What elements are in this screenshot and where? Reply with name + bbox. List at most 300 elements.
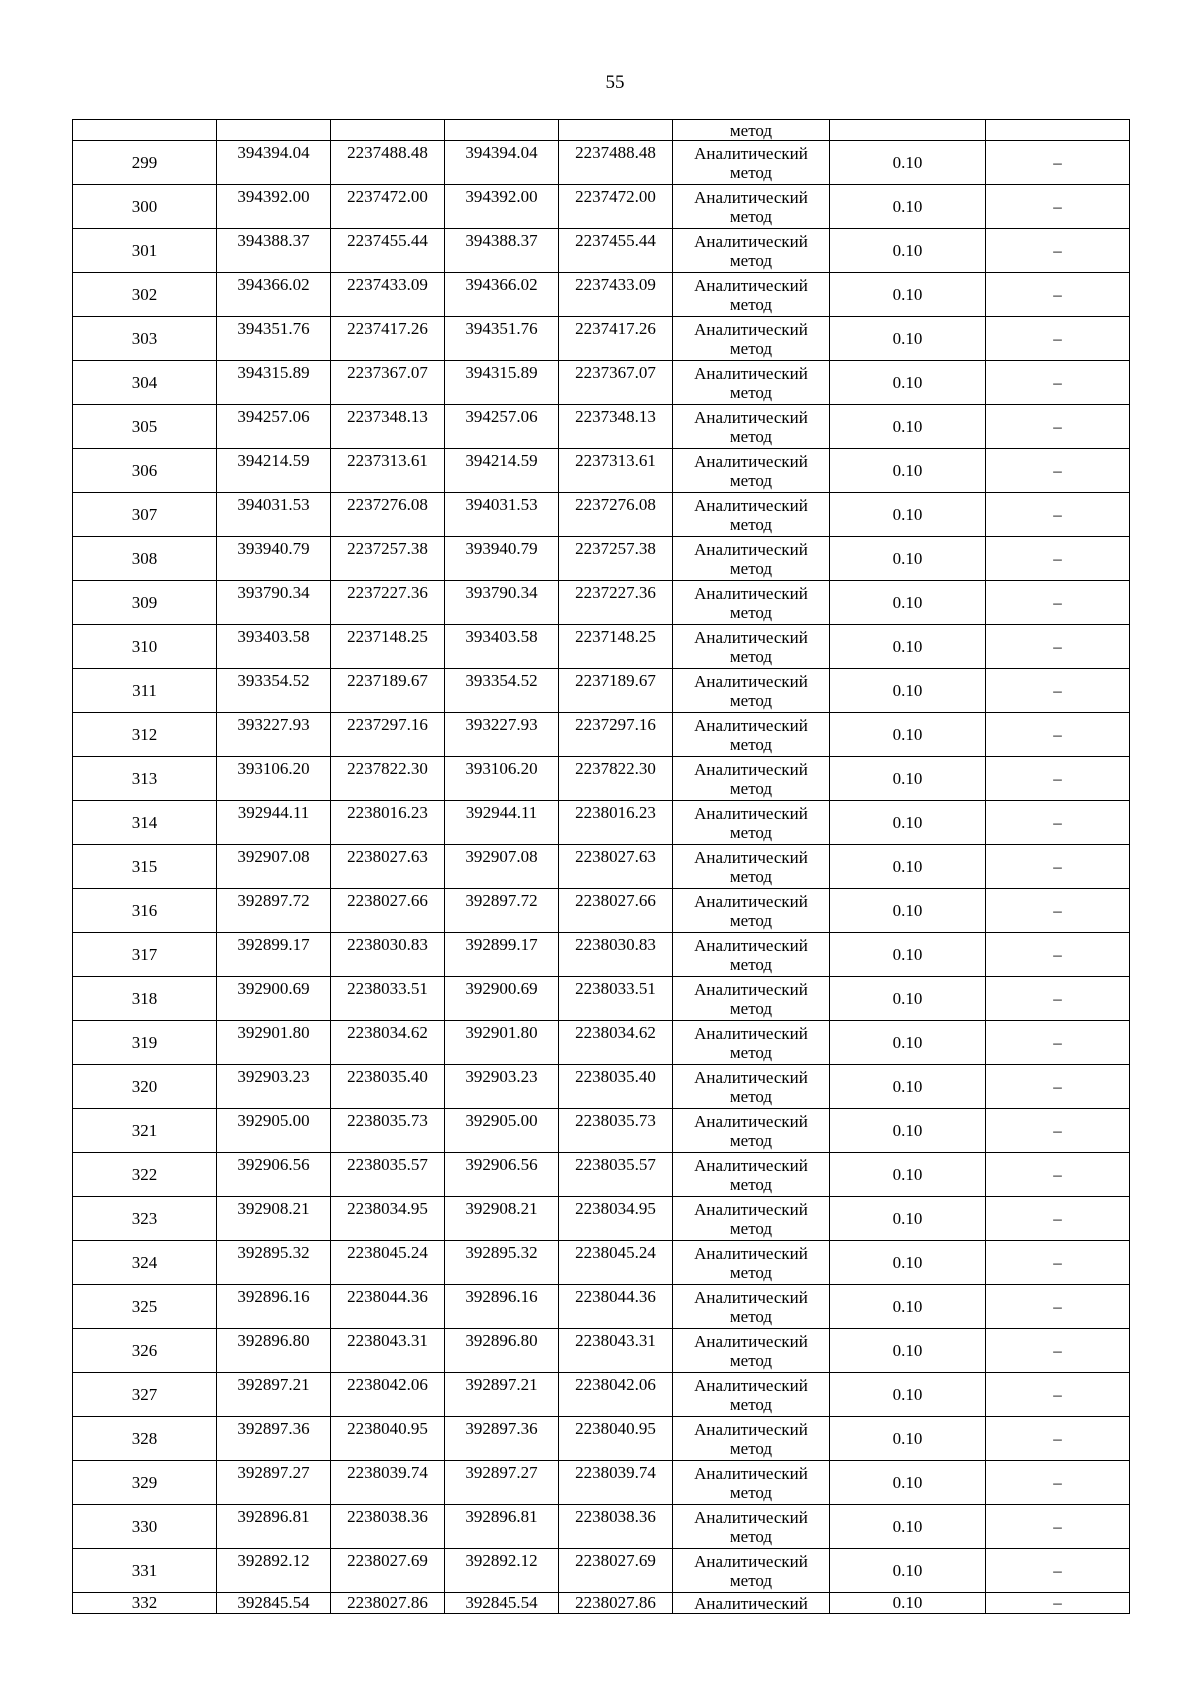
cell-x-existing: 394392.00: [217, 185, 331, 229]
cell-y-existing: 2238016.23: [331, 801, 445, 845]
cell-y-new: 2238035.40: [559, 1065, 673, 1109]
cell-method: [673, 933, 830, 977]
cell-y-new: [559, 120, 673, 141]
method-line-1: Аналитический: [694, 847, 808, 867]
cell-x-new: 392899.17: [445, 933, 559, 977]
cell-point-number: 308: [73, 537, 217, 581]
cell-accuracy: 0.10: [830, 493, 986, 537]
cell-y-new: 2237417.26: [559, 317, 673, 361]
cell-y-existing: 2238027.86: [331, 1593, 445, 1614]
cell-y-existing: 2238027.69: [331, 1549, 445, 1593]
cell-y-new: 2238027.63: [559, 845, 673, 889]
table-row: [73, 669, 1130, 713]
cell-accuracy: 0.10: [830, 933, 986, 977]
cell-note: –: [986, 1285, 1130, 1329]
table-row: [73, 537, 1130, 581]
cell-accuracy: 0.10: [830, 1373, 986, 1417]
table-row: [73, 1373, 1130, 1417]
cell-method: [673, 273, 830, 317]
cell-point-number: 323: [73, 1197, 217, 1241]
method-line-1: Аналитический: [694, 187, 808, 207]
cell-point-number: 303: [73, 317, 217, 361]
method-line-1: Аналитический: [694, 143, 808, 163]
cell-note: –: [986, 1593, 1130, 1614]
cell-y-existing: 2237313.61: [331, 449, 445, 493]
cell-x-new: 394392.00: [445, 185, 559, 229]
cell-y-existing: 2237433.09: [331, 273, 445, 317]
cell-accuracy: 0.10: [830, 273, 986, 317]
cell-point-number: 332: [73, 1593, 217, 1614]
method-line-1: Аналитический: [694, 715, 808, 735]
cell-y-existing: 2238044.36: [331, 1285, 445, 1329]
cell-y-new: 2238035.57: [559, 1153, 673, 1197]
cell-x-existing: 392944.11: [217, 801, 331, 845]
table-row: [73, 933, 1130, 977]
cell-accuracy: 0.10: [830, 1241, 986, 1285]
method-line-2: метод: [729, 822, 773, 842]
cell-note: –: [986, 449, 1130, 493]
cell-point-number: 311: [73, 669, 217, 713]
cell-point-number: 328: [73, 1417, 217, 1461]
cell-y-new: 2238039.74: [559, 1461, 673, 1505]
cell-x-new: 392906.56: [445, 1153, 559, 1197]
cell-x-existing: 392901.80: [217, 1021, 331, 1065]
cell-y-existing: [331, 120, 445, 141]
cell-method: [673, 845, 830, 889]
method-line-1: Аналитический: [694, 1243, 808, 1263]
table-row: [73, 1461, 1130, 1505]
method-line-2: метод: [729, 866, 773, 886]
cell-accuracy: 0.10: [830, 229, 986, 273]
cell-y-new: 2237313.61: [559, 449, 673, 493]
cell-x-new: 392897.21: [445, 1373, 559, 1417]
cell-point-number: 309: [73, 581, 217, 625]
cell-note: [986, 120, 1130, 141]
cell-point-number: 316: [73, 889, 217, 933]
cell-y-existing: 2238027.66: [331, 889, 445, 933]
cell-point-number: 317: [73, 933, 217, 977]
cell-y-new: 2238033.51: [559, 977, 673, 1021]
cell-y-new: 2238042.06: [559, 1373, 673, 1417]
cell-x-new: 392897.72: [445, 889, 559, 933]
cell-point-number: 312: [73, 713, 217, 757]
method-line-2: метод: [729, 1482, 773, 1502]
method-line-1: Аналитический: [694, 803, 808, 823]
cell-accuracy: 0.10: [830, 141, 986, 185]
cell-x-existing: 392900.69: [217, 977, 331, 1021]
cell-accuracy: 0.10: [830, 581, 986, 625]
cell-y-existing: 2238035.40: [331, 1065, 445, 1109]
cell-x-new: 394257.06: [445, 405, 559, 449]
cell-x-existing: 392897.21: [217, 1373, 331, 1417]
cell-x-new: 392895.32: [445, 1241, 559, 1285]
cell-y-new: 2237472.00: [559, 185, 673, 229]
method-line-2: метод: [729, 558, 773, 578]
cell-x-new: 392900.69: [445, 977, 559, 1021]
cell-method: [673, 669, 830, 713]
cell-x-existing: 392896.16: [217, 1285, 331, 1329]
cell-accuracy: 0.10: [830, 1153, 986, 1197]
cell-x-new: 394351.76: [445, 317, 559, 361]
cell-x-new: 393940.79: [445, 537, 559, 581]
cell-point-number: 319: [73, 1021, 217, 1065]
method-line-1: Аналитический: [694, 979, 808, 999]
cell-x-new: 392903.23: [445, 1065, 559, 1109]
method-line-2: метод: [729, 1086, 773, 1106]
table-row: [73, 1417, 1130, 1461]
cell-x-new: 393106.20: [445, 757, 559, 801]
cell-accuracy: 0.10: [830, 361, 986, 405]
method-line-1: Аналитический: [694, 1111, 808, 1131]
table-row: [73, 1329, 1130, 1373]
cell-y-new: 2238040.95: [559, 1417, 673, 1461]
cell-note: –: [986, 493, 1130, 537]
cell-y-new: 2238027.66: [559, 889, 673, 933]
cell-x-existing: 394257.06: [217, 405, 331, 449]
cell-y-existing: 2238030.83: [331, 933, 445, 977]
table-row: [73, 1241, 1130, 1285]
cell-y-existing: 2238035.73: [331, 1109, 445, 1153]
cell-x-new: 392896.80: [445, 1329, 559, 1373]
cell-method: [673, 141, 830, 185]
method-line-1: Аналитический: [694, 1551, 808, 1571]
cell-y-new: 2237348.13: [559, 405, 673, 449]
table-row: [73, 185, 1130, 229]
method-line-2: метод: [729, 294, 773, 314]
cell-note: –: [986, 1197, 1130, 1241]
cell-note: –: [986, 273, 1130, 317]
cell-method: [673, 1153, 830, 1197]
method-line-2: метод: [729, 690, 773, 710]
table-row: [73, 229, 1130, 273]
cell-x-new: 392896.16: [445, 1285, 559, 1329]
cell-method: [673, 1373, 830, 1417]
cell-point-number: 307: [73, 493, 217, 537]
cell-point-number: 320: [73, 1065, 217, 1109]
method-line-2: метод: [729, 1394, 773, 1414]
method-line-2: метод: [729, 1262, 773, 1282]
cell-accuracy: 0.10: [830, 889, 986, 933]
cell-x-existing: 392897.27: [217, 1461, 331, 1505]
cell-x-existing: 392899.17: [217, 933, 331, 977]
cell-note: –: [986, 1373, 1130, 1417]
cell-x-new: 392845.54: [445, 1593, 559, 1614]
cell-note: –: [986, 185, 1130, 229]
cell-y-existing: 2238027.63: [331, 845, 445, 889]
cell-accuracy: 0.10: [830, 1197, 986, 1241]
method-line-2: метод: [729, 1306, 773, 1326]
cell-method: [673, 317, 830, 361]
method-line-2: метод: [729, 602, 773, 622]
method-line-1: Аналитический: [694, 319, 808, 339]
cell-point-number: 318: [73, 977, 217, 1021]
cell-x-new: 394214.59: [445, 449, 559, 493]
cell-x-new: 394315.89: [445, 361, 559, 405]
cell-y-new: 2238027.69: [559, 1549, 673, 1593]
cell-x-existing: 393227.93: [217, 713, 331, 757]
cell-x-new: 392944.11: [445, 801, 559, 845]
cell-point-number: 306: [73, 449, 217, 493]
cell-x-existing: 392895.32: [217, 1241, 331, 1285]
cell-x-new: 392892.12: [445, 1549, 559, 1593]
cell-accuracy: 0.10: [830, 845, 986, 889]
method-line-1: Аналитический: [694, 583, 808, 603]
table-row: [73, 713, 1130, 757]
cell-method: [673, 977, 830, 1021]
cell-accuracy: 0.10: [830, 185, 986, 229]
table-row: [73, 493, 1130, 537]
method-line-2: метод: [729, 162, 773, 182]
cell-note: –: [986, 1417, 1130, 1461]
table-row: [73, 1505, 1130, 1549]
cell-method: [673, 1065, 830, 1109]
method-line-1: Аналитический: [694, 891, 808, 911]
cell-y-existing: 2237348.13: [331, 405, 445, 449]
method-line-1: Аналитический: [694, 935, 808, 955]
method-line-1: Аналитический: [694, 759, 808, 779]
cell-y-new: 2237488.48: [559, 141, 673, 185]
cell-method: [673, 1329, 830, 1373]
cell-method: [673, 405, 830, 449]
cell-point-number: 326: [73, 1329, 217, 1373]
table-row: [73, 581, 1130, 625]
cell-point-number: 299: [73, 141, 217, 185]
cell-y-new: 2238043.31: [559, 1329, 673, 1373]
method-line-1: Аналитический: [694, 671, 808, 691]
cell-accuracy: 0.10: [830, 1285, 986, 1329]
cell-note: –: [986, 405, 1130, 449]
method-line-1: Аналитический: [694, 275, 808, 295]
method-line-2: метод: [729, 1438, 773, 1458]
cell-point-number: 305: [73, 405, 217, 449]
method-line-1: Аналитический: [694, 1507, 808, 1527]
cell-y-existing: 2238038.36: [331, 1505, 445, 1549]
table-row: [73, 889, 1130, 933]
method-line-1: Аналитический: [694, 1419, 808, 1439]
cell-x-existing: 394351.76: [217, 317, 331, 361]
cell-point-number: 331: [73, 1549, 217, 1593]
method-line-1: Аналитический: [694, 1375, 808, 1395]
table-row: [73, 141, 1130, 185]
cell-method: [673, 1417, 830, 1461]
cell-method: [673, 889, 830, 933]
cell-note: –: [986, 1065, 1130, 1109]
method-line-2: метод: [729, 954, 773, 974]
cell-method: [673, 625, 830, 669]
method-line-2: метод: [729, 998, 773, 1018]
method-line-2: метод: [729, 250, 773, 270]
table-row: [73, 977, 1130, 1021]
cell-x-existing: 392906.56: [217, 1153, 331, 1197]
cell-note: –: [986, 713, 1130, 757]
continuation-row: [73, 120, 1130, 141]
cell-x-new: 393354.52: [445, 669, 559, 713]
cell-accuracy: 0.10: [830, 1109, 986, 1153]
cell-y-existing: 2238034.62: [331, 1021, 445, 1065]
cell-x-new: 392896.81: [445, 1505, 559, 1549]
table-row: [73, 1593, 1130, 1614]
cell-accuracy: 0.10: [830, 317, 986, 361]
cell-accuracy: 0.10: [830, 801, 986, 845]
table-row: [73, 449, 1130, 493]
method-line-1: Аналитический: [694, 1199, 808, 1219]
cell-x-existing: 392896.80: [217, 1329, 331, 1373]
table-row: [73, 1197, 1130, 1241]
method-line-1: Аналитический: [694, 1463, 808, 1483]
cell-x-existing: 393790.34: [217, 581, 331, 625]
method-line-2: метод: [729, 778, 773, 798]
method-line-1: Аналитический: [694, 1331, 808, 1351]
cell-y-new: 2238045.24: [559, 1241, 673, 1285]
cell-y-new: 2237455.44: [559, 229, 673, 273]
table-row: [73, 361, 1130, 405]
cell-x-existing: 393403.58: [217, 625, 331, 669]
cell-y-existing: 2237148.25: [331, 625, 445, 669]
cell-x-existing: 393106.20: [217, 757, 331, 801]
cell-x-existing: 392845.54: [217, 1593, 331, 1614]
cell-x-existing: 392903.23: [217, 1065, 331, 1109]
cell-x-new: [445, 120, 559, 141]
cell-method: [673, 537, 830, 581]
method-line-2: метод: [729, 382, 773, 402]
method-line-1: Аналитический: [694, 1067, 808, 1087]
cell-note: –: [986, 889, 1130, 933]
cell-y-existing: 2238039.74: [331, 1461, 445, 1505]
cell-note: –: [986, 361, 1130, 405]
cell-accuracy: 0.10: [830, 405, 986, 449]
cell-y-new: 2238027.86: [559, 1593, 673, 1614]
cell-x-new: 394388.37: [445, 229, 559, 273]
cell-x-existing: 393940.79: [217, 537, 331, 581]
cell-y-existing: 2237367.07: [331, 361, 445, 405]
method-line-2: метод: [729, 1218, 773, 1238]
cell-point-number: 300: [73, 185, 217, 229]
cell-y-existing: 2238035.57: [331, 1153, 445, 1197]
cell-accuracy: 0.10: [830, 713, 986, 757]
cell-x-new: 392901.80: [445, 1021, 559, 1065]
cell-y-existing: 2237227.36: [331, 581, 445, 625]
cell-point-number: 301: [73, 229, 217, 273]
cell-point-number: 324: [73, 1241, 217, 1285]
method-line-2: метод: [729, 1130, 773, 1150]
cell-x-existing: 393354.52: [217, 669, 331, 713]
cell-note: –: [986, 317, 1130, 361]
cell-y-new: 2238016.23: [559, 801, 673, 845]
cell-x-existing: 394315.89: [217, 361, 331, 405]
cell-y-existing: 2238045.24: [331, 1241, 445, 1285]
cell-point-number: 327: [73, 1373, 217, 1417]
method-line-2: метод: [729, 646, 773, 666]
cell-x-new: 392908.21: [445, 1197, 559, 1241]
method-line-2: метод: [729, 734, 773, 754]
method-line-1: Аналитический: [694, 539, 808, 559]
cell-x-existing: 392892.12: [217, 1549, 331, 1593]
table-row: [73, 801, 1130, 845]
cell-note: –: [986, 933, 1130, 977]
cell-method: [673, 1285, 830, 1329]
method-line-2: метод: [729, 206, 773, 226]
cell-note: –: [986, 1021, 1130, 1065]
cell-accuracy: 0.10: [830, 1505, 986, 1549]
method-line-2: метод: [729, 338, 773, 358]
table-row: [73, 1109, 1130, 1153]
method-line-1: Аналитический: [694, 231, 808, 251]
cell-method: [673, 1197, 830, 1241]
cell-x-existing: 392907.08: [217, 845, 331, 889]
method-line-1: Аналитический: [694, 1593, 808, 1613]
cell-y-new: 2238044.36: [559, 1285, 673, 1329]
cell-note: –: [986, 757, 1130, 801]
cell-method: [673, 1593, 830, 1614]
cell-note: –: [986, 1153, 1130, 1197]
table-row: [73, 1153, 1130, 1197]
table-row: [73, 757, 1130, 801]
cell-note: –: [986, 1241, 1130, 1285]
cell-note: –: [986, 537, 1130, 581]
method-line-1: Аналитический: [694, 1287, 808, 1307]
cell-accuracy: 0.10: [830, 1065, 986, 1109]
cell-x-new: 392907.08: [445, 845, 559, 889]
cell-method: [673, 229, 830, 273]
cell-y-new: 2237433.09: [559, 273, 673, 317]
cell-method: [673, 581, 830, 625]
cell-accuracy: 0.10: [830, 1593, 986, 1614]
table-row: [73, 1065, 1130, 1109]
cell-x-existing: [217, 120, 331, 141]
cell-y-existing: 2238043.31: [331, 1329, 445, 1373]
table-row: [73, 1021, 1130, 1065]
cell-y-new: 2237148.25: [559, 625, 673, 669]
cell-point-number: 304: [73, 361, 217, 405]
cell-x-new: 393403.58: [445, 625, 559, 669]
cell-accuracy: 0.10: [830, 537, 986, 581]
cell-note: –: [986, 801, 1130, 845]
method-line-2: метод: [729, 1042, 773, 1062]
cell-y-new: 2238035.73: [559, 1109, 673, 1153]
cell-method: [673, 1109, 830, 1153]
coordinates-table: [72, 119, 1130, 1614]
method-line-1: Аналитический: [694, 363, 808, 383]
cell-point-number: 329: [73, 1461, 217, 1505]
cell-x-new: 393227.93: [445, 713, 559, 757]
cell-x-existing: 394394.04: [217, 141, 331, 185]
cell-note: –: [986, 977, 1130, 1021]
cell-method: [673, 713, 830, 757]
cell-accuracy: 0.10: [830, 1021, 986, 1065]
cell-accuracy: 0.10: [830, 1417, 986, 1461]
cell-y-existing: 2237257.38: [331, 537, 445, 581]
cell-point-number: 314: [73, 801, 217, 845]
cell-y-existing: 2237276.08: [331, 493, 445, 537]
method-line-1: Аналитический: [694, 627, 808, 647]
cell-y-existing: 2237455.44: [331, 229, 445, 273]
method-line-2: метод: [729, 1350, 773, 1370]
cell-y-new: 2237189.67: [559, 669, 673, 713]
cell-accuracy: 0.10: [830, 1461, 986, 1505]
cell-y-new: 2238030.83: [559, 933, 673, 977]
cell-y-existing: 2237488.48: [331, 141, 445, 185]
cell-x-new: 394031.53: [445, 493, 559, 537]
method-line-1: Аналитический: [694, 1155, 808, 1175]
cell-note: –: [986, 845, 1130, 889]
cell-x-new: 392897.27: [445, 1461, 559, 1505]
cell-x-existing: 392897.72: [217, 889, 331, 933]
cell-note: –: [986, 1505, 1130, 1549]
cell-method: [673, 801, 830, 845]
cell-y-new: 2238034.62: [559, 1021, 673, 1065]
cell-method: [673, 1241, 830, 1285]
cell-note: –: [986, 1329, 1130, 1373]
